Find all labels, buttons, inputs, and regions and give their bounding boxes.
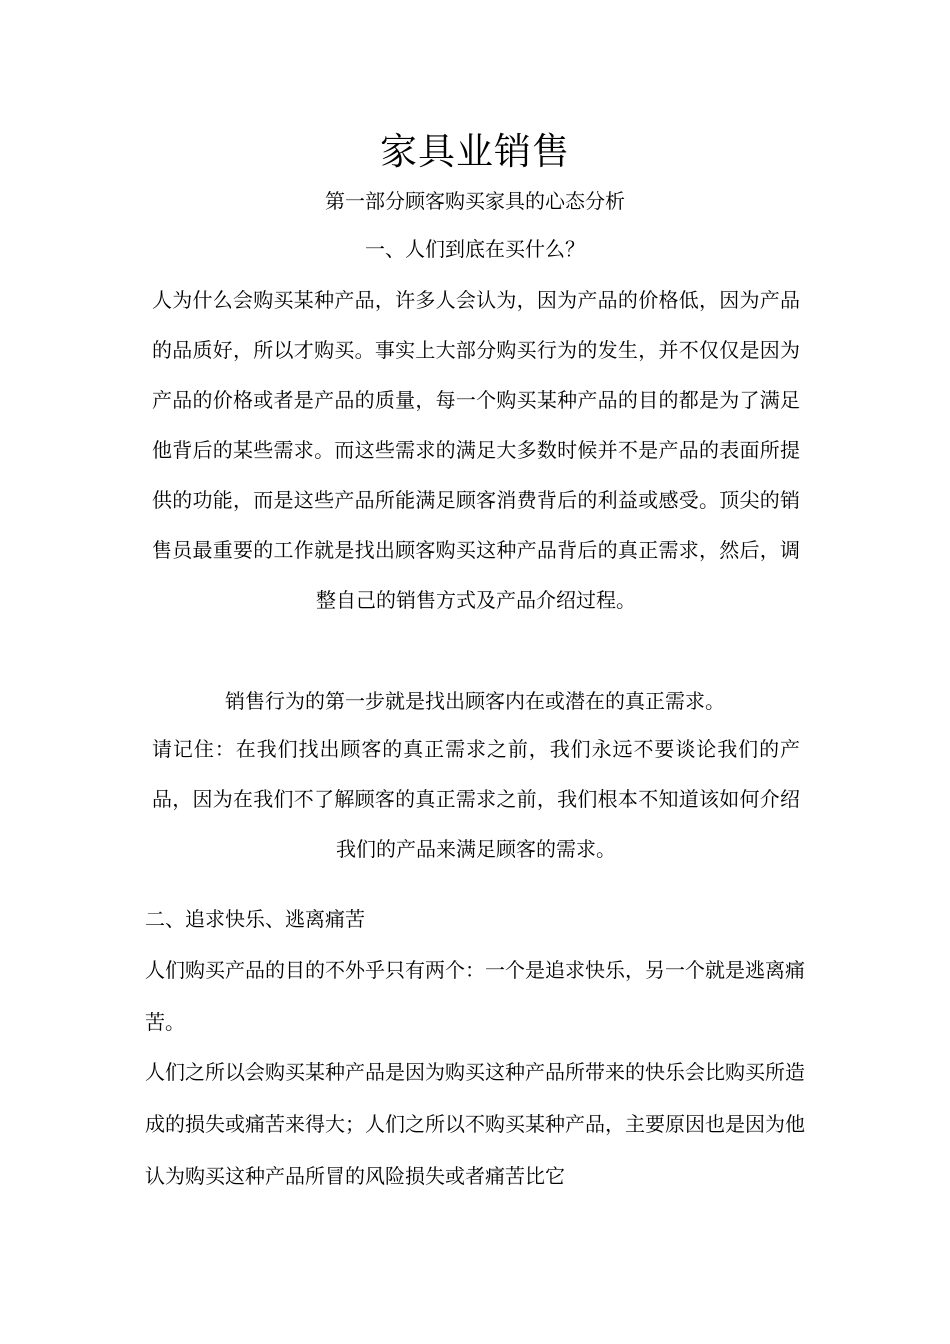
- document-subtitle: 第一部分顾客购买家具的心态分析: [325, 189, 625, 213]
- section2-heading: 二、追求快乐、逃离痛苦: [145, 907, 365, 931]
- section2-paragraph2: 人们之所以会购买某种产品是因为购买这种产品所带来的快乐会比购买所造成的损失或痛苦来得大；人们之所以不购买某种产品，主要原因也是因为他认为购买这种产品所冒的风险损失或者痛苦比它: [145, 1060, 805, 1188]
- section1-paragraph1: 人为什么会购买某种产品，许多人会认为，因为产品的价格低，因为产品的品质好，所以才购买。事实上大部分购买行为的发生，并不仅仅是因为产品的价格或者是产品的质量，每一个购买某种产品的目的都是为了满足他背后的某些需求。而这些需求的满足大多数时候并不是产品的表面所提供的功能，而是这些产品所能满足顾客消费背后的利益或感受。顶尖的销售员最重要的工作就是找出顾客购买这种产品背后的真正需求，然后，调整自己的销售方式及产品介绍过程。: [152, 288, 800, 612]
- section1-paragraph2: 销售行为的第一步就是找出顾客内在或潜在的真正需求。: [225, 689, 725, 713]
- section1-paragraph3: 请记住：在我们找出顾客的真正需求之前，我们永远不要谈论我们的产品，因为在我们不了解顾客的真正需求之前，我们根本不知道该如何介绍我们的产品来满足顾客的需求。: [152, 737, 800, 861]
- document-title: 家具业销售: [380, 130, 570, 173]
- section1-heading: 一、人们到底在买什么？: [365, 237, 585, 261]
- section2-paragraph1: 人们购买产品的目的不外乎只有两个：一个是追求快乐，另一个就是逃离痛苦。: [145, 958, 805, 1034]
